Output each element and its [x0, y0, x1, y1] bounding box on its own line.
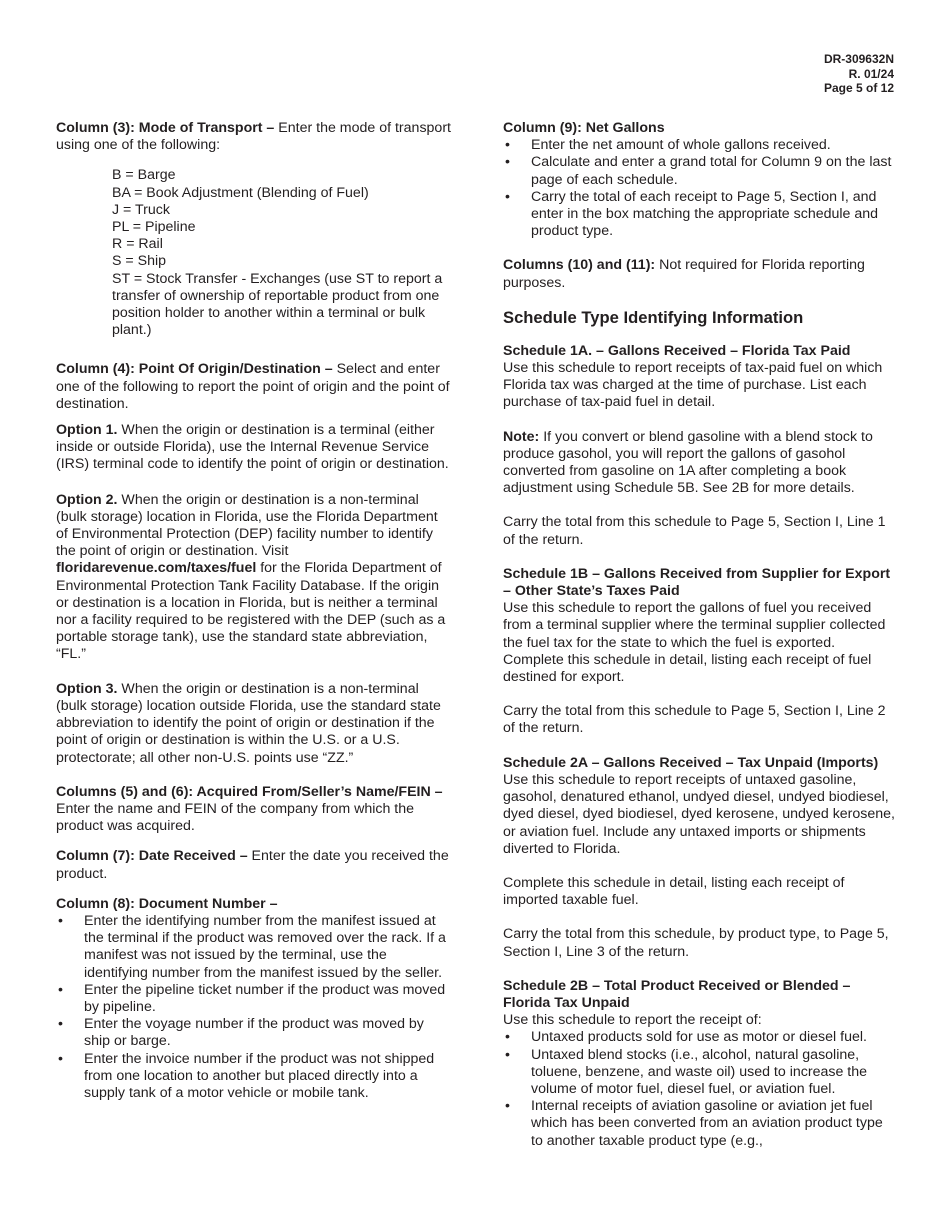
column-7-section [56, 848, 451, 882]
list-item: • Internal receipts of aviation gasoline or aviation jet fuel which has been converted from an aviation product type to another taxable product type (e.g., [503, 1098, 895, 1150]
code-pipeline: PL = Pipeline [112, 219, 196, 236]
option-1-section [56, 422, 451, 474]
option-1-title: Option 1. [56, 422, 118, 439]
columns-10-11-text: Not required for Florida reporting purposes. [503, 257, 865, 291]
column-7-text: Enter the date you received the product. [56, 848, 449, 882]
schedule-1a-section [503, 343, 895, 412]
note-title: Note: [503, 428, 540, 445]
schedule-2a-title: Schedule 2A – Gallons Received – Tax Unpaid (Imports) [503, 754, 879, 771]
schedule-2b-bullets [503, 1029, 895, 1149]
note-section [503, 429, 895, 498]
schedule-2a-carry: Carry the total from this schedule, by product type, to Page 5, Section I, Line 3 of the return. [503, 926, 889, 960]
option-3-title: Option 3. [56, 680, 118, 697]
form-number: DR-309632N [823, 52, 894, 66]
columns-10-11-section [503, 257, 895, 291]
column-8-title: Column (8): Document Number – [56, 895, 278, 912]
section-heading: Schedule Type Identifying Information [503, 307, 804, 327]
floridarevenue-link[interactable]: floridarevenue.com/taxes/fuel [56, 560, 257, 577]
list-item: • Enter the pipeline ticket number if the product was moved by pipeline. [56, 982, 451, 1016]
left-column [56, 120, 451, 1115]
list-item: • Carry the total of each receipt to Page 5, Section I, and enter in the box matching the appropriate schedule and product type. [503, 189, 895, 241]
option-2-title: Option 2. [56, 491, 118, 508]
schedule-1b-text: Use this schedule to report the gallons of fuel you received from a terminal supplier where the terminal supplier collected the fuel tax for the state to which the fuel is exported. Complete this schedule in detail, listing each receipt of fuel destined for export. [503, 600, 886, 686]
column-8-bullets [56, 913, 451, 1102]
schedule-2b-title: Schedule 2B – Total Product Received or Blended – Florida Tax Unpaid [503, 977, 851, 1011]
columns-10-11-title: Columns (10) and (11): [503, 257, 656, 274]
right-column [503, 120, 895, 1163]
list-item: • Untaxed products sold for use as motor or diesel fuel. [503, 1029, 895, 1046]
list-item: • Enter the net amount of whole gallons received. [503, 137, 895, 154]
columns-5-6-section [56, 784, 451, 836]
option-3-text: When the origin or destination is a non-terminal (bulk storage) location outside Florida, use the standard state abbreviation to identify the point of origin or destination if the point of origin or destination is within the U.S. or a U.S. protectorate; all other non-U.S. points use “ZZ.” [56, 680, 441, 766]
column-3-text: Enter the mode of transport using one of the following: [56, 120, 451, 154]
column-3-section [56, 120, 451, 154]
column-7-title: Column (7): Date Received – [56, 848, 248, 865]
list-item: • Calculate and enter a grand total for Column 9 on the last page of each schedule. [503, 154, 895, 188]
code-barge: B = Barge [112, 167, 176, 184]
code-book-adjustment: BA = Book Adjustment (Blending of Fuel) [112, 184, 369, 201]
option-2-section [56, 492, 451, 664]
form-header [824, 52, 894, 96]
option-2-text-b: for the Florida Department of Environmental Protection Tank Facility Database. If the origin or destination is a location in Florida, but is neither a terminal nor a facility required to be registered with the DEP (such as a portable storage tank), use the standard state abbreviation, “FL.” [56, 560, 446, 663]
schedule-1b-title: Schedule 1B – Gallons Received from Supplier for Export – Other State’s Taxes Paid [503, 565, 891, 600]
column-4-section [56, 361, 451, 413]
list-item: • Enter the voyage number if the product was moved by ship or barge. [56, 1016, 451, 1050]
columns-5-6-text: Enter the name and FEIN of the company from which the product was acquired. [56, 800, 415, 835]
option-2-text-a: When the origin or destination is a non-terminal (bulk storage) location in Florida, use the Florida Department of Environmental Protection (DEP) facility number to identify the point of origin or destination. Visit [56, 491, 438, 560]
page-number: Page 5 of 12 [823, 81, 894, 95]
schedule-2a-text: Use this schedule to report receipts of untaxed gasoline, gasohol, denatured ethanol, undyed diesel, undyed biodiesel, dyed diesel, dyed biodiesel, dyed kerosene, undyed kerosene, or aviation fuel. Include any untaxed imports or shipments diverted to Florida. [503, 771, 895, 857]
schedule-1a-text: Use this schedule to report receipts of tax-paid fuel on which Florida tax was charged at the time of purchase. List each purchase of tax-paid fuel in detail. [503, 360, 883, 411]
schedule-2a-section [503, 755, 895, 858]
column-4-text: Select and enter one of the following to report the point of origin and the point of destination. [56, 361, 450, 412]
note-text: If you convert or blend gasoline with a blend stock to produce gasohol, you will report the gallons of gasohol converted from gasoline on 1A after completing a book adjustment using Schedule 5B. See 2B for more details. [503, 428, 873, 497]
form-revision: R. 01/24 [848, 66, 894, 81]
code-ship: S = Ship [112, 253, 167, 270]
transport-codes-list [112, 167, 451, 339]
schedule-1b-carry: Carry the total from this schedule to Page 5, Section I, Line 2 of the return. [503, 703, 886, 737]
schedule-1a-carry: Carry the total from this schedule to Page 5, Section I, Line 1 of the return. [503, 514, 886, 548]
schedule-2b-text: Use this schedule to report the receipt of: [503, 1012, 762, 1029]
column-9-title: Column (9): Net Gallons [503, 120, 665, 136]
list-item: • Enter the identifying number from the manifest issued at the terminal if the product was removed over the rack. If a manifest was not issued by the terminal, use the identifying number from the manifest issued by the seller. [56, 913, 451, 982]
code-truck: J = Truck [112, 201, 170, 218]
columns-5-6-title: Columns (5) and (6): Acquired From/Seller’s Name/FEIN – [56, 783, 443, 800]
code-stock-transfer: ST = Stock Transfer - Exchanges (use ST to report a transfer of ownership of reportable product from one position holder to another within a terminal or bulk plant.) [112, 270, 443, 339]
list-item: • Untaxed blend stocks (i.e., alcohol, natural gasoline, toluene, benzene, and waste oil) used to increase the volume of motor fuel, diesel fuel, or aviation fuel. [503, 1047, 895, 1099]
option-1-text: When the origin or destination is a terminal (either inside or outside Florida), use the Internal Revenue Service (IRS) terminal code to identify the point of origin or destination. [56, 422, 449, 473]
schedule-2b-section [503, 978, 895, 1030]
schedule-2a-complete: Complete this schedule in detail, listing each receipt of imported taxable fuel. [503, 874, 845, 909]
code-rail: R = Rail [112, 236, 163, 253]
column-4-title: Column (4): Point Of Origin/Destination – [56, 361, 333, 378]
column-9-bullets [503, 137, 895, 240]
column-3-title: Column (3): Mode of Transport – [56, 120, 275, 136]
schedule-1b-section [503, 566, 895, 686]
schedule-1a-title: Schedule 1A. – Gallons Received – Florida Tax Paid [503, 342, 851, 359]
option-3-section [56, 681, 451, 767]
list-item: • Enter the invoice number if the product was not shipped from one location to another but placed directly into a supply tank of a motor vehicle or mobile tank. [56, 1051, 451, 1103]
